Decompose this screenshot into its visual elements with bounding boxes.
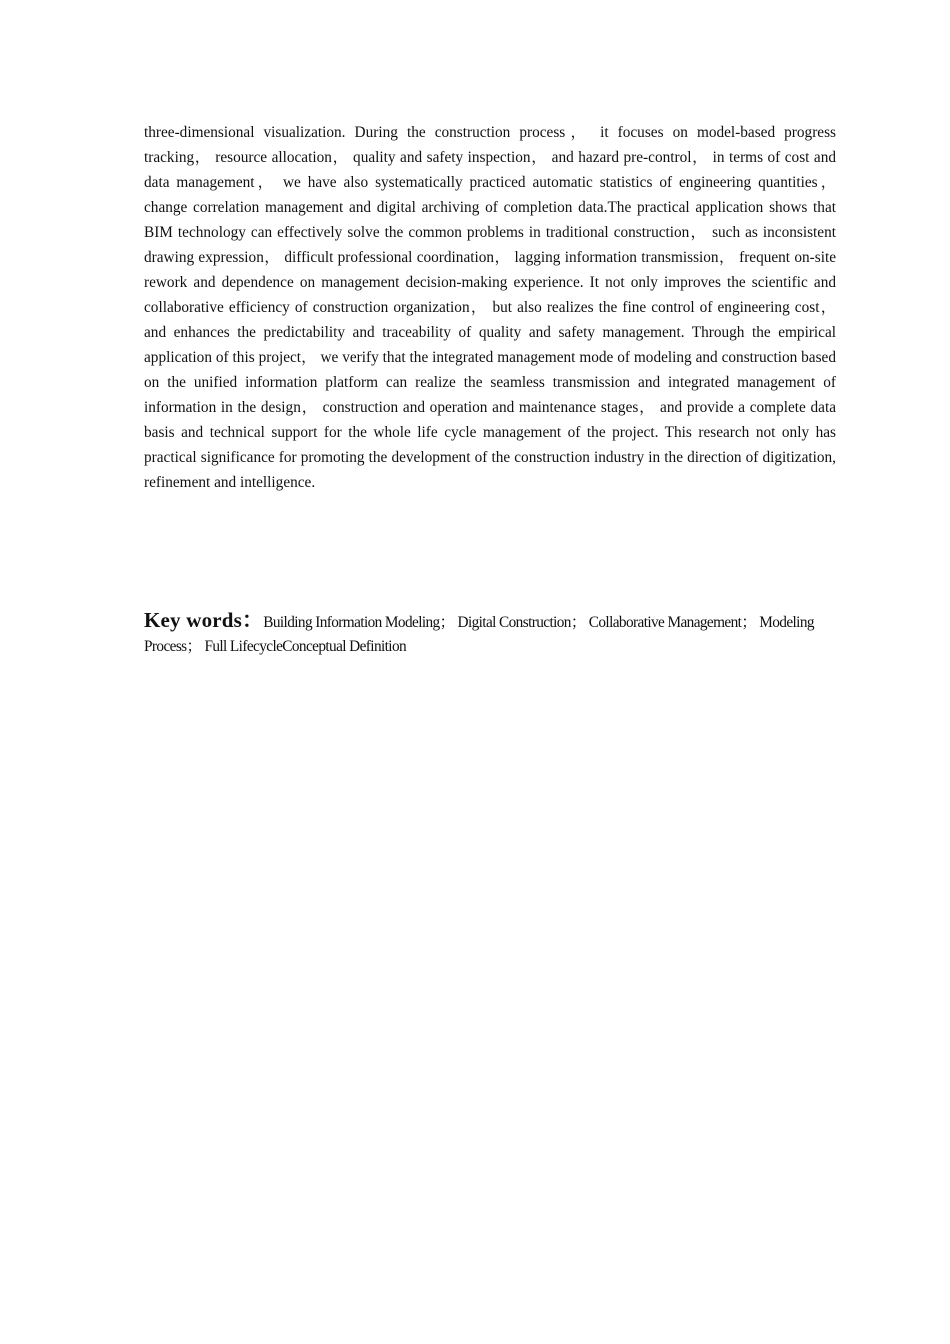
keywords-label: Key words： [144, 608, 264, 632]
keywords-text: Building Information Modeling； Digital Construction； Collaborative Management； Modeling Process； Full LifecycleConceptual Definition [144, 614, 814, 655]
abstract-paragraph: three-dimensional visualization. During the construction process， it focuses on model-based progress tracking， resource allocation， quality and safety inspection， and hazard pre-control， in terms of cost and data management， we have also systematically practiced automatic statistics of engineering quantities， change correlation management and digital archiving of completion data.The practical application shows that BIM technology can effectively solve the common problems in traditional construction， such as inconsistent drawing expression， difficult professional coordination， lagging information transmission， frequent on-site rework and dependence on management decision-making experience. It not only improves the scientific and collaborative efficiency of construction organization， but also realizes the fine control of engineering cost， and enhances the predictability and traceability of quality and safety management. Through the empirical application of this project， we verify that the integrated management mode of modeling and construction based on the unified information platform can realize the seamless transmission and integrated management of information in the design， construction and operation and maintenance stages， and provide a complete data basis and technical support for the whole life cycle management of the project. This research not only has practical significance for promoting the development of the construction industry in the direction of digitization, refinement and intelligence. [144, 124, 836, 491]
keywords-line [144, 608, 836, 659]
